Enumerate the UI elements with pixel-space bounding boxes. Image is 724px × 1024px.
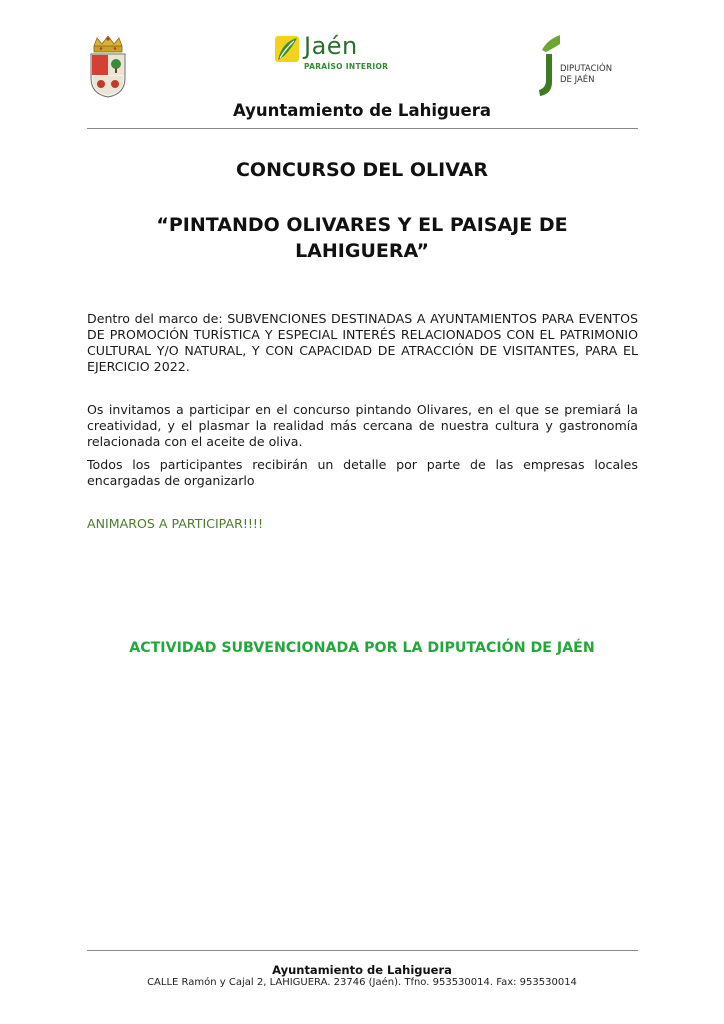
jaen-paraiso-interior-logo [274,34,404,74]
document-title: CONCURSO DEL OLIVAR [235,159,488,181]
header-divider [87,128,638,129]
jaen-leaf-icon [274,34,300,64]
call-to-action: ANIMAROS A PARTICIPAR!!!! [87,516,264,531]
footer-divider [87,950,638,951]
header-title: Ayuntamiento de Lahiguera [232,101,492,120]
diputacion-jaen-logo [536,30,646,100]
document-subtitle: “PINTANDO OLIVARES Y EL PAISAJE DE LAHIGUERA” [156,214,568,262]
coat-of-arms-logo [88,36,128,98]
diputacion-leaf-icon [536,30,560,100]
participants-paragraph: Todos los participantes recibirán un detalle por parte de las empresas locales encargadas de organizarlo [87,457,638,488]
jaen-logo-tagline: PARAÍSO INTERIOR [304,62,389,71]
invitation-paragraph: Os invitamos a participar en el concurso pintando Olivares, en el que se premiará la creatividad, y el plasmar la realidad más cercana de nuestra cultura y gastronomía relacionada con el aceite de oliva. [87,402,638,449]
footer-address: CALLE Ramón y Cajal 2, LAHIGUERA. 23746 (Jaén). Tfno. 953530014. Fax: 953530014 [147,977,577,988]
footer-organization-name: Ayuntamiento de Lahiguera [272,963,452,977]
diputacion-logo-line1: DIPUTACIÓN [560,64,613,74]
jaen-logo-word: Jaén [304,32,358,60]
intro-paragraph: Dentro del marco de: SUBVENCIONES DESTINADAS A AYUNTAMIENTOS PARA EVENTOS DE PROMOCIÓN TURÍSTICA Y ESPECIAL INTERÉS RELACIONADOS CON EL PATRIMONIO CULTURAL Y/O NATURAL, Y CON CAPACIDAD DE ATRACCIÓN DE VISITANTES, PARA EL EJERCICIO 2022. [87,311,638,374]
coat-of-arms-icon [88,36,128,98]
funding-note: ACTIVIDAD SUBVENCIONADA POR LA DIPUTACIÓN DE JAÉN [129,640,595,656]
diputacion-logo-line2: DE JAÉN [560,75,595,85]
